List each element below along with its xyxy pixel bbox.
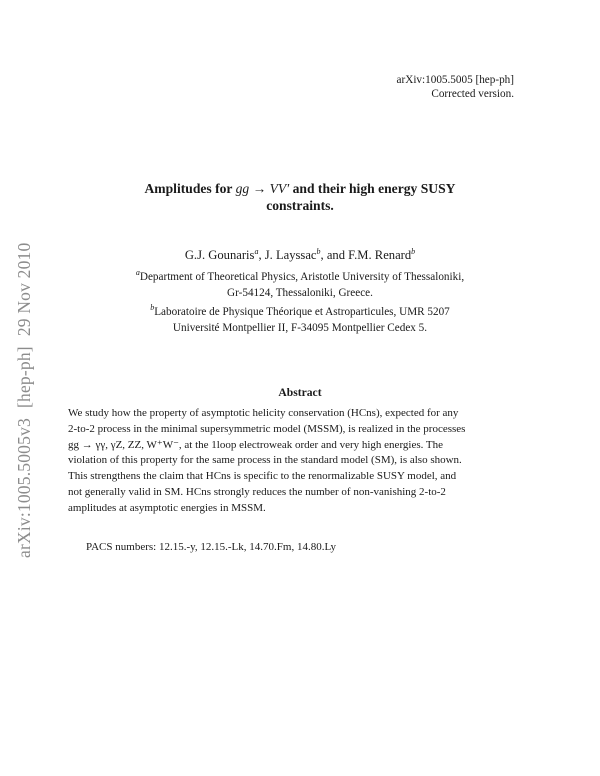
affiliation-b-line-2: Université Montpellier II, F-34095 Montpellier Cedex 5. (172, 322, 428, 334)
arxiv-stamp-category: [hep-ph] (14, 346, 34, 409)
arxiv-stamp-id: arXiv:1005.5005v3 (14, 418, 34, 558)
abstract-line: We study how the property of asymptotic helicity conservation (HCns), expected for any (68, 407, 459, 419)
author-name: G.J. Gounaris (184, 248, 255, 262)
affiliation-a-line-1 (90, 269, 510, 285)
abstract-line: This strengthens the claim that HCns is specific to the renormalizable SUSY model, and (68, 470, 457, 483)
abstract-line: not generally valid in SM. HCns strongly reduces the number of non-vanishing 2-to-2 (68, 485, 446, 498)
affil-mark: a (135, 268, 140, 277)
author-affil-mark: b (316, 247, 321, 256)
author-separator: , and (320, 248, 349, 262)
abstract-line: amplitudes at asymptotic energies in MSSM. (68, 501, 266, 514)
abstract-line: 2-to-2 process in the minimal supersymmetric model (MSSM), is realized in the processes (68, 422, 466, 435)
author-affil-mark: b (411, 247, 416, 256)
title-line-1 (90, 180, 510, 197)
author-separator: , (258, 248, 265, 262)
version-note: Corrected version. (431, 87, 514, 100)
affiliation-b-line-1 (90, 304, 510, 320)
abstract-line: gg → γγ, γZ, ZZ, W⁺W⁻, at the 1loop electroweak order and very high energies. The (68, 438, 444, 451)
affiliation-text: Department of Theoretical Physics, Aristotle University of Thessaloniki, (139, 271, 465, 283)
arxiv-identifier: arXiv:1005.5005 [hep-ph] (396, 74, 514, 86)
pacs-numbers: PACS numbers: 12.15.-y, 12.15.-Lk, 14.70.Fm, 14.80.Ly (86, 541, 337, 553)
title-prefix: Amplitudes for (144, 181, 236, 196)
arxiv-stamp-date: 29 Nov 2010 (14, 242, 34, 337)
affil-mark: b (150, 303, 155, 312)
affiliation-a (90, 269, 510, 301)
abstract-heading: Abstract (278, 386, 322, 399)
abstract-line: violation of this property for the same process in the standard model (SM), is also shown. (68, 454, 462, 467)
title-process: gg → VV′ (235, 181, 290, 196)
title-suffix: and their high energy SUSY (289, 181, 456, 196)
author-name: F.M. Renard (348, 248, 412, 262)
affiliation-text: Laboratoire de Physique Théorique et Astroparticules, UMR 5207 (154, 306, 450, 318)
abstract-body (68, 406, 532, 517)
header-identifier (397, 74, 514, 101)
author-affil-mark: a (254, 247, 259, 256)
affiliation-a-line-2: Gr-54124, Thessaloniki, Greece. (227, 287, 373, 299)
author-name: J. Layssac (264, 248, 317, 262)
paper-title (90, 180, 510, 214)
author-list (90, 248, 510, 263)
title-line-2: constraints. (266, 198, 334, 213)
arxiv-side-stamp (14, 233, 35, 558)
affiliation-b (90, 304, 510, 336)
